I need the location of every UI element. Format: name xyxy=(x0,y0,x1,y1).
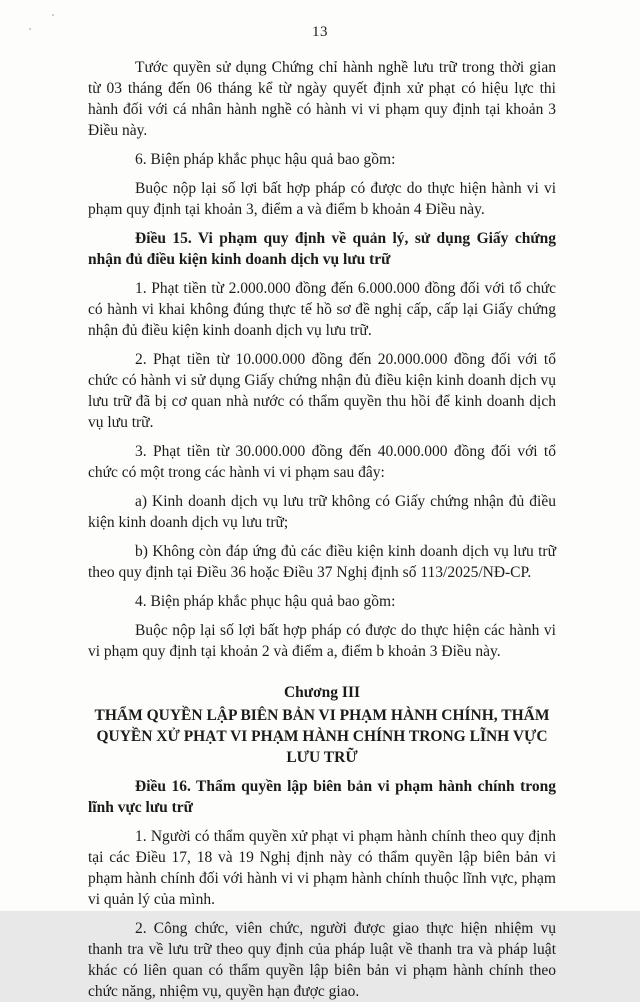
body-paragraph: 6. Biện pháp khắc phục hậu quả bao gồm: xyxy=(135,151,396,168)
body-paragraph: Buộc nộp lại số lợi bất hợp pháp có được do thực hiện các hành vi vi phạm quy định tại khoản 2 và điểm a, điểm b khoản 3 Điều này. xyxy=(88,622,556,660)
scan-artifact xyxy=(29,28,31,30)
chapter-number: Chương III xyxy=(283,684,361,701)
document-body xyxy=(88,57,556,1002)
body-paragraph: 2. Công chức, viên chức, người được giao thực hiện nhiệm vụ thanh tra về lưu trữ theo quy định của pháp luật về thanh tra và pháp luật khác có liên quan có thẩm quyền lập biên bản vi phạm hành chính theo chức năng, nhiệm vụ, quyền hạn được giao. xyxy=(88,920,556,1000)
body-paragraph: Tước quyền sử dụng Chứng chỉ hành nghề lưu trữ trong thời gian từ 03 tháng đến 06 tháng kể từ ngày quyết định xử phạt có hiệu lực thi hành đối với cá nhân hành nghề có hành vi vi phạm quy định tại khoản 3 Điều này. xyxy=(88,59,556,139)
body-paragraph: 4. Biện pháp khắc phục hậu quả bao gồm: xyxy=(135,593,396,610)
article-16-heading: Điều 16. Thẩm quyền lập biên bản vi phạm hành chính trong lĩnh vực lưu trữ xyxy=(88,778,556,816)
body-paragraph: 3. Phạt tiền từ 30.000.000 đồng đến 40.000.000 đồng đối với tổ chức có một trong các hành vi vi phạm sau đây: xyxy=(88,443,556,481)
body-paragraph: Buộc nộp lại số lợi bất hợp pháp có được do thực hiện hành vi vi phạm quy định tại khoản 3, điểm a và điểm b khoản 4 Điều này. xyxy=(88,180,556,218)
body-paragraph: b) Không còn đáp ứng đủ các điều kiện kinh doanh dịch vụ lưu trữ theo quy định tại Điều 36 hoặc Điều 37 Nghị định số 113/2025/NĐ-CP. xyxy=(88,543,556,581)
article-15-heading: Điều 15. Vi phạm quy định về quản lý, sử dụng Giấy chứng nhận đủ điều kiện kinh doanh dịch vụ lưu trữ xyxy=(88,230,556,268)
body-paragraph: a) Kinh doanh dịch vụ lưu trữ không có Giấy chứng nhận đủ điều kiện kinh doanh dịch vụ lưu trữ; xyxy=(88,493,556,531)
page-number: 13 xyxy=(312,24,328,40)
body-paragraph: 1. Phạt tiền từ 2.000.000 đồng đến 6.000.000 đồng đối với tổ chức có hành vi khai không đúng thực tế hồ sơ đề nghị cấp, cấp lại Giấy chứng nhận đủ điều kiện kinh doanh dịch vụ lưu trữ. xyxy=(88,280,556,339)
chapter-title: THẨM QUYỀN LẬP BIÊN BẢN VI PHẠM HÀNH CHÍNH, THẨM QUYỀN XỬ PHẠT VI PHẠM HÀNH CHÍNH TRONG LĨNH VỰC LƯU TRỮ xyxy=(94,707,550,766)
body-paragraph: 2. Phạt tiền từ 10.000.000 đồng đến 20.000.000 đồng đối với tổ chức có hành vi sử dụng Giấy chứng nhận đủ điều kiện kinh doanh dịch vụ lưu trữ đã bị cơ quan nhà nước có thẩm quyền thu hồi để kinh doanh dịch vụ lưu trữ. xyxy=(88,351,556,431)
body-paragraph: 1. Người có thẩm quyền xử phạt vi phạm hành chính theo quy định tại các Điều 17, 18 và 19 Nghị định này có thẩm quyền lập biên bản vi phạm hành chính đối với hành vi vi phạm hành chính thuộc lĩnh vực, phạm vi quản lý của mình. xyxy=(88,828,556,908)
scan-artifact xyxy=(52,14,54,16)
